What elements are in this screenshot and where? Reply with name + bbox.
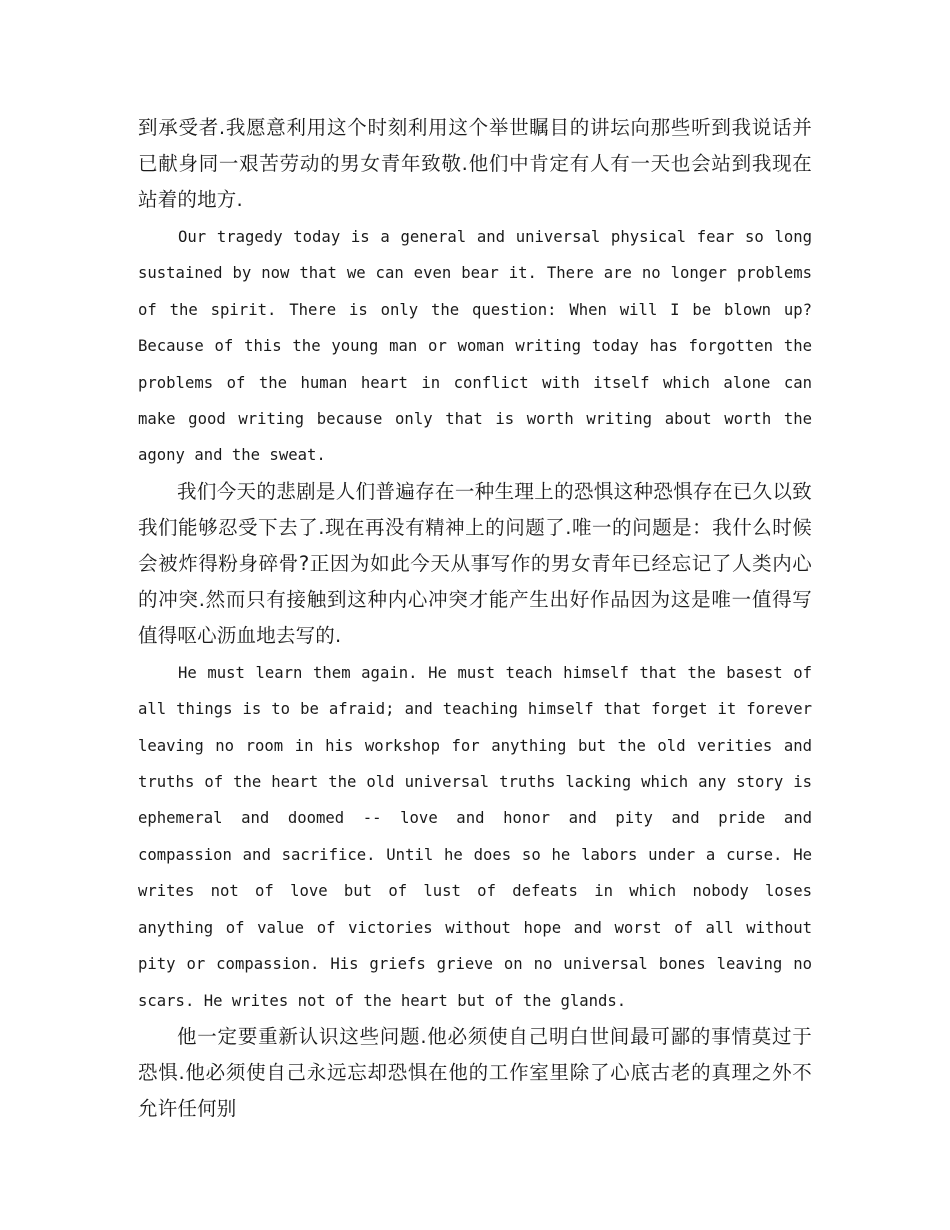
paragraph-zh-3: 他一定要重新认识这些问题.他必须使自己明白世间最可鄙的事情莫过于恐惧.他必须使自己永远忘却恐惧在他的工作室里除了心底古老的真理之外不允许任何别 [138,1024,812,1120]
paragraph-en-2: He must learn them again. He must teach himself that the basest of all things is to be afraid; and teaching himself that forget it forever leaving no room in his workshop for anything but the old verities and truths of the heart the old universal truths lacking which any story is ephemeral and doomed -- love and honor and pity and pride and compassion and sacrifice. Until he does so he labors under a curse. He writes not of love but of lust of defeats in which nobody loses anything of value of victories without hope and worst of all without pity or compassion. His griefs grieve on no universal bones leaving no scars. He writes not of the heart but of the glands. [138,663,812,1010]
paragraph-zh-2: 我们今天的悲剧是人们普遍存在一种生理上的恐惧这种恐惧存在已久以致我们能够忍受下去了.现在再没有精神上的问题了.唯一的问题是：我什么时候会被炸得粉身碎骨?正因为如此今天从事写作的男女青年已经忘记了人类内心的冲突.然而只有接触到这种内心冲突才能产生出好作品因为这是唯一值得写值得呕心沥血地去写的. [138,479,812,647]
paragraph-en-1: Our tragedy today is a general and universal physical fear so long sustained by now that we can even bear it. There are no longer problems of the spirit. There is only the question: When will I be blown up? Because of this the young man or woman writing today has forgotten the problems of the human heart in conflict with itself which alone can make good writing because only that is worth writing about worth the agony and the sweat. [138,228,812,465]
document-page [138,110,812,1127]
paragraph-zh-1: 到承受者.我愿意利用这个时刻利用这个举世瞩目的讲坛向那些听到我说话并已献身同一艰苦劳动的男女青年致敬.他们中肯定有人有一天也会站到我现在站着的地方. [138,116,812,211]
